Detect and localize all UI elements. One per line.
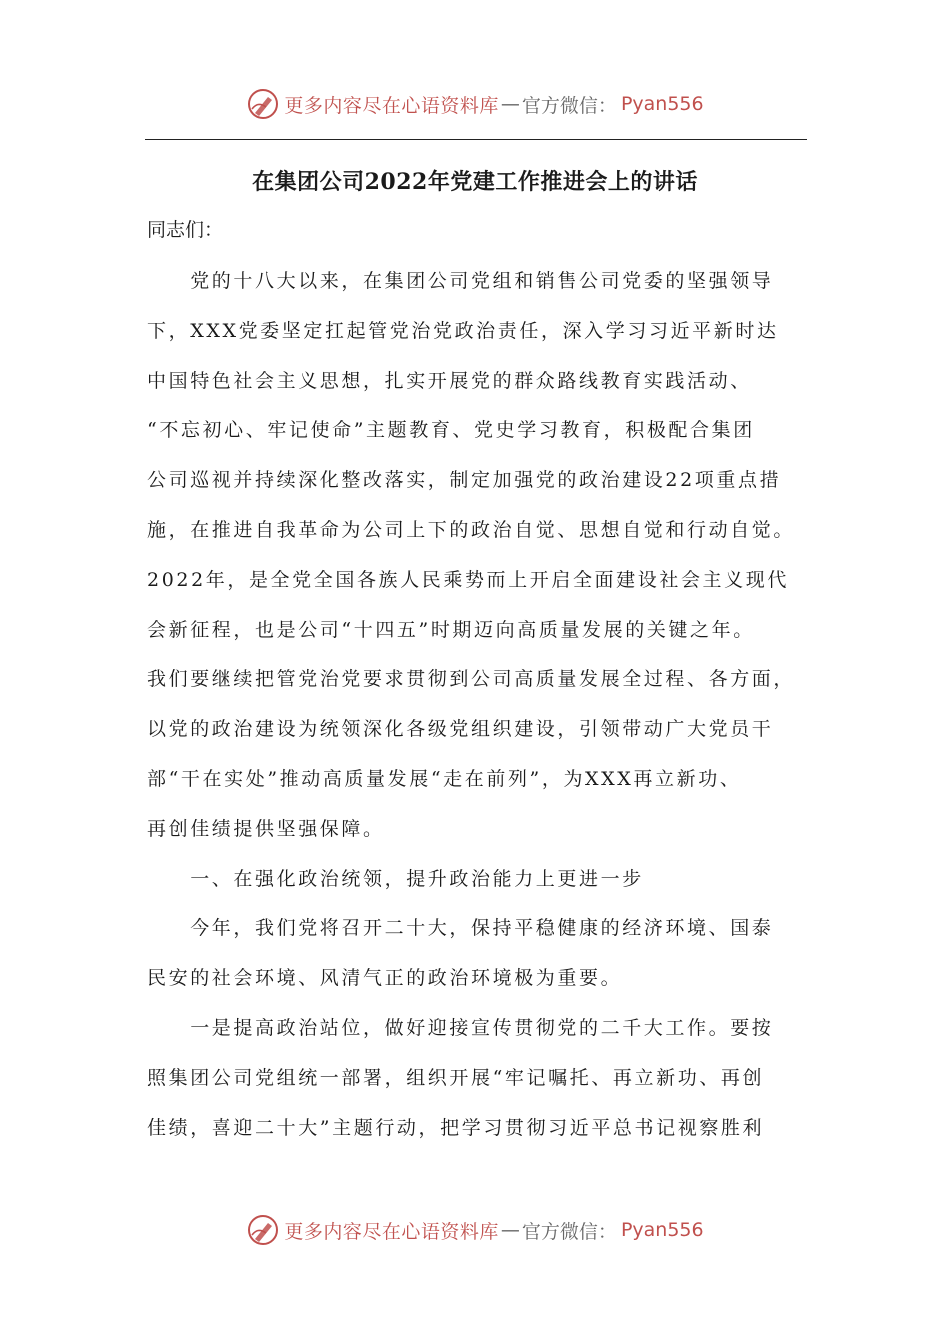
body-line: 一、在强化政治统领，提升政治能力上更进一步 (147, 867, 644, 890)
body-line: “不忘初心、牢记使命”主题教育、党史学习教育，积极配合集团 (147, 419, 755, 442)
document-title: 在集团公司2022年党建工作推进会上的讲话 (252, 169, 698, 195)
salutation: 同志们： (147, 219, 224, 241)
watermark-main-text: 更多内容尽在心语资料库 (284, 1220, 499, 1243)
body-line: 照集团公司党组统一部署，组织开展“牢记嘱托、再立新功、再创 (147, 1066, 765, 1089)
body-line: 我们要继续把管党治党要求贯彻到公司高质量发展全过程、各方面， (147, 668, 796, 691)
body-line: 民安的社会环境、风清气正的政治环境极为重要。 (147, 967, 623, 990)
body-line: 中国特色社会主义思想，扎实开展党的群众路线教育实践活动、 (147, 369, 752, 392)
watermark-main-text: 更多内容尽在心语资料库 (284, 94, 499, 117)
body-line: 今年，我们党将召开二十大，保持平稳健康的经济环境、国泰 (147, 917, 774, 940)
watermark-label: 官方微信： (521, 1220, 617, 1243)
body-line: 2022年，是全党全国各族人民乘势而上开启全面建设社会主义现代 (147, 568, 789, 591)
body-line: 佳绩，喜迎二十大”主题行动，把学习贯彻习近平总书记视察胜利 (147, 1116, 765, 1139)
body-line: 党的十八大以来，在集团公司党组和销售公司党委的坚强领导 (147, 270, 774, 292)
watermark-wechat-id: Pyan556 (620, 1219, 704, 1241)
watermark-wechat-id: Pyan556 (620, 93, 704, 115)
pen-nib-icon (246, 87, 280, 121)
body-line: 施，在推进自我革命为公司上下的政治自觉、思想自觉和行动自觉。 (147, 518, 796, 541)
watermark-label: 官方微信： (521, 94, 617, 117)
body-line: 以党的政治建设为统领深化各级党组织建设，引领带动广大党员干 (147, 718, 774, 741)
body-line: 再创佳绩提供坚强保障。 (147, 817, 385, 840)
body-line: 一是提高政治站位，做好迎接宣传贯彻党的二千大工作。要按 (147, 1016, 774, 1039)
body-line: 会新征程，也是公司“十四五”时期迈向高质量发展的关键之年。 (147, 618, 755, 641)
watermark-dash: — (500, 1219, 520, 1241)
body-line: 下，XXX党委坚定扛起管党治党政治责任，深入学习习近平新时达 (147, 319, 779, 342)
header-watermark (0, 84, 950, 124)
body-line: 部“干在实处”推动高质量发展“走在前列”，为XXX再立新功、 (147, 767, 742, 790)
body-line: 公司巡视并持续深化整改落实，制定加强党的政治建设22项重点措 (147, 469, 782, 492)
watermark-dash: — (500, 93, 520, 115)
document-body (147, 257, 809, 1153)
header-divider (145, 139, 807, 140)
pen-nib-icon (246, 1213, 280, 1247)
footer-watermark (0, 1210, 950, 1250)
